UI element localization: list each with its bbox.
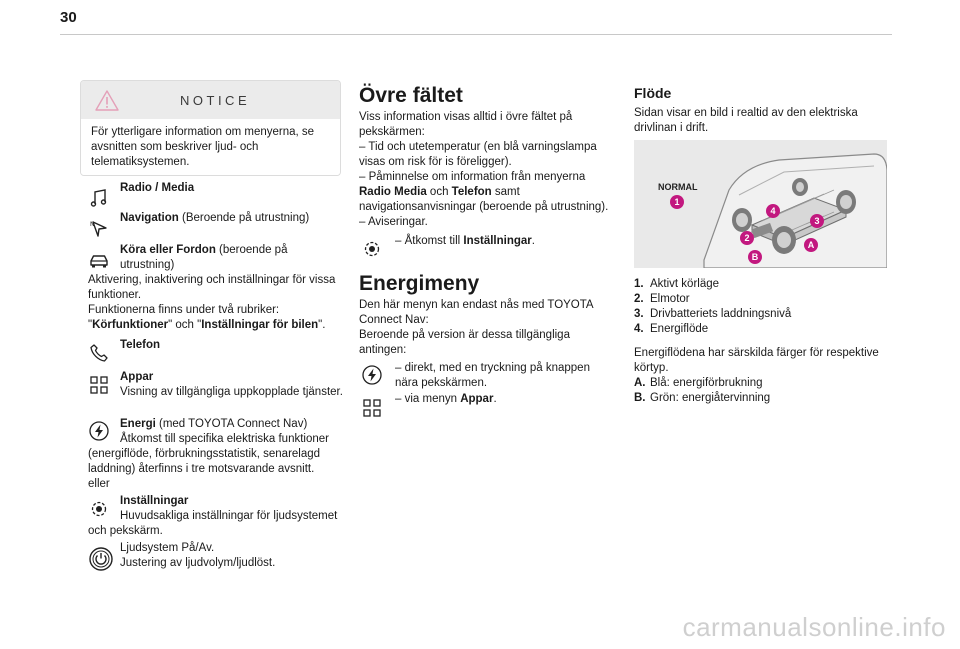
menu-energy-suffix: (med TOYOTA Connect Nav) <box>155 418 308 430</box>
tab-name-driving-functions: Körfunktioner <box>92 319 169 331</box>
apps-grid-icon <box>361 397 383 419</box>
header-divider <box>60 34 892 35</box>
callout-4: 4 <box>766 204 780 218</box>
power-icon <box>88 546 114 572</box>
tab-name-vehicle-settings: Inställningar för bilen <box>201 319 319 331</box>
menu-apps-desc: Visning av tillgängliga uppkopplade tjänster. <box>120 386 343 398</box>
energy-menu-versions: Beroende på version är dessa tillgängliga antingen: <box>359 329 570 356</box>
menu-phone-label: Telefon <box>120 339 161 351</box>
flow-legend-item: 1. Aktivt körläge <box>634 278 720 290</box>
car-icon <box>88 250 110 272</box>
flow-legend-item: 3. Drivbatteriets laddningsnivå <box>634 308 792 320</box>
front-wheel-right <box>772 226 796 254</box>
settings-gear-icon <box>361 238 383 260</box>
rear-wheel <box>792 178 808 196</box>
front-wheel-left <box>732 208 752 232</box>
energy-menu-intro: Den här menyn kan endast nås med TOYOTA Connect Nav: <box>359 299 593 326</box>
callout-2: 2 <box>740 231 754 245</box>
drive-mode-label: NORMAL <box>658 182 698 192</box>
flow-legend-item: 4. Energiflöde <box>634 323 709 335</box>
energy-menu-option-direct: – direkt, med en tryckning på knappen nära pekskärmen. <box>395 362 590 389</box>
notice-header <box>81 81 340 119</box>
menu-navigation-label: Navigation <box>120 212 179 224</box>
menu-navigation-suffix: (Beroende på utrustning) <box>178 212 310 224</box>
flow-heading: Flöde <box>634 85 672 101</box>
callout-1: 1 <box>670 195 684 209</box>
energy-menu-option-apps: – via menyn Appar. <box>395 393 497 405</box>
energy-flow-figure <box>634 140 887 268</box>
menu-energy-or: eller <box>88 478 110 490</box>
upper-bar-item-settings: – Åtkomst till Inställningar. <box>395 235 535 247</box>
navigation-arrow-icon <box>88 217 110 239</box>
menu-apps-label: Appar <box>120 371 154 383</box>
upper-bar-item-reminder: – Påminnelse om information från menyerna Radio Media och Telefon samt navigationsanvisningar (beroende på utrustning). <box>359 171 609 213</box>
flow-intro: Sidan visar en bild i realtid av den elektriska drivlinan i drift. <box>634 107 858 134</box>
menu-audio-desc: Justering av ljudvolym/ljudlöst. <box>120 557 276 569</box>
flow-color-item: B. Grön: energiåtervinning <box>634 392 771 404</box>
flow-colors-intro: Energiflödena har särskilda färger för respektive körtyp. <box>634 347 879 374</box>
notice-text: För ytterligare information om menyerna, se avsnitten som beskriver ljud- och telematiksystemen. <box>81 119 340 176</box>
menu-driving-label: Köra eller Fordon <box>120 244 216 256</box>
upper-bar-item-notifications: – Aviseringar. <box>359 216 428 228</box>
menu-audio-label: Ljudsystem På/Av. <box>120 542 215 554</box>
rear-wheel-right <box>836 190 856 214</box>
page-number: 30 <box>60 9 77 26</box>
menu-settings-desc: Huvudsakliga inställningar för ljudsystemet och pekskärm. <box>88 510 338 537</box>
energy-bolt-icon <box>361 364 383 386</box>
callout-b: B <box>748 250 762 264</box>
menu-energy-desc: Åtkomst till specifika elektriska funktioner (energiflöde, förbrukningsstatistik, senarelagd laddning) återfinns i tre motsvarande avsnitt. <box>88 433 329 475</box>
callout-a: A <box>804 238 818 252</box>
menu-driving-tabs: Funktionerna finns under två rubriker: "Körfunktioner" och "Inställningar för bilen". <box>88 304 326 331</box>
energy-menu-heading: Energimeny <box>359 272 480 295</box>
menu-driving-suffix: (beroende på utrustning) <box>120 244 288 271</box>
watermark: carmanualsonline.info <box>682 612 946 642</box>
svg-text:N: N <box>90 221 95 228</box>
flow-color-item: A. Blå: energiförbrukning <box>634 377 763 389</box>
flow-legend-item: 2. Elmotor <box>634 293 690 305</box>
menu-settings-label: Inställningar <box>120 495 189 507</box>
upper-bar-item-time: – Tid och utetemperatur (en blå varningslampa visas om risk för is föreligger). <box>359 141 597 168</box>
phone-handset-icon <box>88 342 110 364</box>
menu-radio-label: Radio / Media <box>120 182 195 194</box>
upper-bar-intro: Viss information visas alltid i övre fältet på pekskärmen: <box>359 111 573 138</box>
menu-energy-label: Energi <box>120 418 156 430</box>
menu-driving-desc: Aktivering, inaktivering och inställningar för vissa funktioner. <box>88 274 336 301</box>
upper-bar-heading: Övre fältet <box>359 84 463 107</box>
callout-3: 3 <box>810 214 824 228</box>
music-note-icon <box>88 187 110 209</box>
warning-triangle-icon <box>95 90 119 116</box>
notice-title: NOTICE <box>180 93 251 108</box>
notice-box <box>80 80 341 176</box>
